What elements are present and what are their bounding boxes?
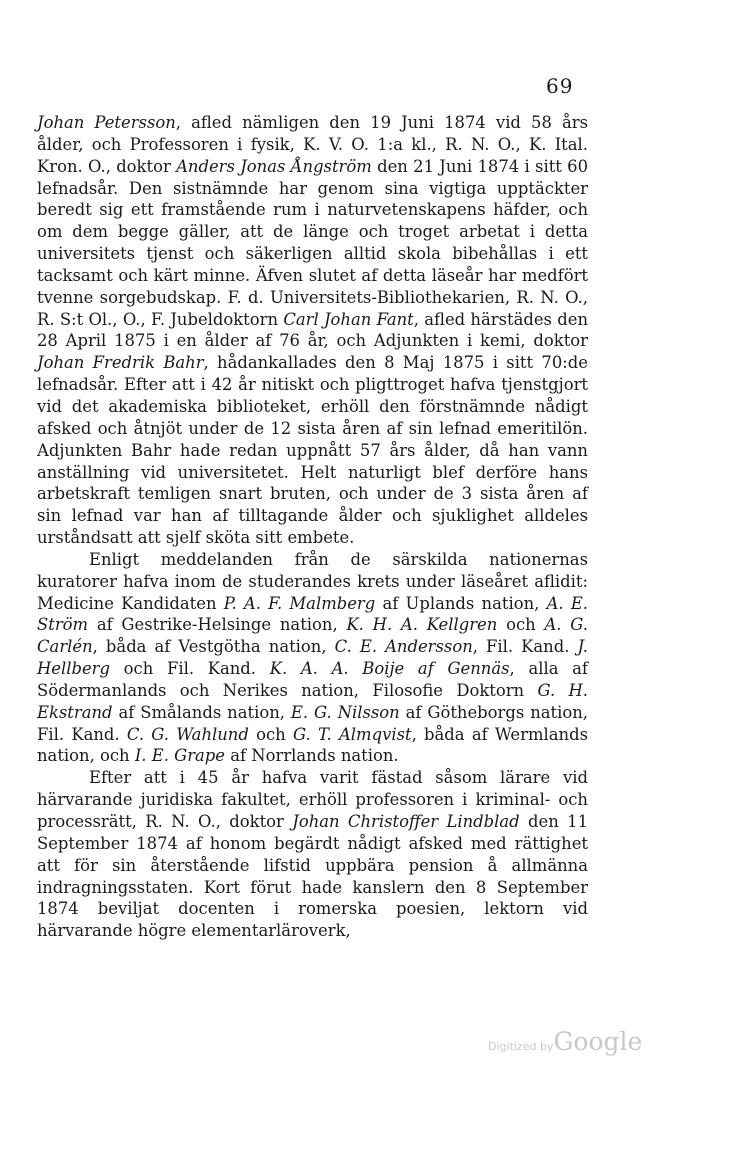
italic-name: C. G. Wahlund: [126, 724, 249, 744]
italic-name: K. A. A. Boije af Gennäs: [269, 659, 510, 679]
paragraph: [37, 549, 588, 767]
watermark-brand: Google: [553, 1027, 643, 1056]
italic-name: A. E. Ström: [37, 593, 589, 635]
text-run: , båda af Vestgötha nation,: [92, 637, 335, 657]
italic-name: C. E. Andersson: [334, 637, 473, 657]
text-run: , båda af Wermlands nation, och: [37, 724, 588, 766]
paragraph: [37, 767, 588, 942]
italic-name: G. T. Almqvist: [292, 724, 412, 744]
body-text: [37, 112, 588, 942]
text-run: , afled härstädes den 28 April 1875 i en ålder af 76 år, och Adjunkten i kemi, doktor: [37, 309, 589, 351]
text-run: af Uplands nation,: [375, 593, 547, 613]
text-run: , hådankallades den 8 Maj 1875 i sitt 70:de lefnadsår. Efter att i 42 år nitiskt och pligttroget hafva tjenstgjort vid det akademiska biblioteket, erhöll den förstnämnde nådigt afsked och åtnjöt under de 12 sista åren af sin lefnad emeritilön. Adjunkten Bahr hade redan uppnått 57 års ålder, då han vann anställning vid universitetet. Helt naturligt blef derföre hans arbetskraft temligen snart bruten, och under de 3 sista åren af sin lefnad var han af tilltagande ålder och sjuklighet alldeles urståndsatt att sjelf sköta sitt embete.: [37, 353, 588, 548]
italic-name: A. G. Carlén: [37, 615, 588, 657]
text-run: , Fil. Kand.: [472, 637, 578, 657]
italic-name: Carl Johan Fant: [283, 309, 414, 329]
italic-name: Johan Christoffer Lindblad: [292, 812, 520, 831]
italic-name: E. G. Nilsson: [290, 702, 400, 722]
text-run: af Smålands nation,: [112, 702, 291, 722]
text-run: af Norrlands nation.: [225, 746, 399, 766]
text-run: af Gestrike-Helsinge nation,: [88, 615, 347, 635]
italic-name: Johan Petersson: [37, 113, 176, 132]
text-run: och: [497, 615, 545, 635]
text-run: och: [248, 724, 293, 744]
text-run: den 11 September 1874 af honom begärdt nådigt afsked med rättighet att för sin återstående lifstid uppbära pension å allmänna indragningsstaten. Kort förut hade kanslern den 8 September 1874 beviljat docenten i romerska poesien, lektorn vid härvarande högre elementarläroverk,: [37, 812, 589, 941]
text-run: Efter att i 45 år hafva varit fästad såsom lärare vid härvarande juridiska fakultet, erhöll professoren i kriminal- och processrätt, R. N. O., doktor: [37, 768, 588, 831]
text-run: , afled nämligen den 19 Juni 1874 vid 58 års ålder, och Professoren i fysik, K. V. O. 1:a kl., R. N. O., K. Ital. Kron. O., doktor: [37, 113, 588, 176]
text-run: och Fil. Kand.: [110, 659, 270, 679]
italic-name: G. H. Ekstrand: [37, 680, 588, 722]
watermark-prefix: Digitized by: [488, 1040, 554, 1053]
digitized-by-google-watermark: [488, 1027, 642, 1056]
italic-name: Anders Jonas Ångström: [176, 156, 372, 176]
text-run: af Götheborgs nation, Fil. Kand.: [37, 702, 588, 744]
italic-name: I. E. Grape: [134, 746, 226, 766]
paragraph: [37, 112, 588, 549]
text-run: Enligt meddelanden från de särskilda nationernas kuratorer hafva inom de studerandes krets under läseåret aflidit: Medicine Kandidaten: [37, 549, 588, 613]
italic-name: J. Hellberg: [37, 637, 588, 679]
page-number: 69: [546, 74, 574, 98]
text-run: den 21 Juni 1874 i sitt 60 lefnadsår. Den sistnämnde har genom sina vigtiga upptäckter beredt sig ett framstående rum i naturvetenskapens häfder, och om dem begge gäller, att de länge och troget arbetat i detta universitets tjenst och säkerligen alltid skola bibehållas i ett tacksamt och kärt minne. Äfven slutet af detta läseår har medfört tvenne sorgebudskap. F. d. Universitets-Bibliothekarien, R. N. O., R. S:t Ol., O., F. Jubeldoktorn: [37, 156, 589, 329]
italic-name: Johan Fredrik Bahr: [37, 353, 204, 373]
text-run: , alla af Södermanlands och Nerikes nation, Filosofie Doktorn: [37, 659, 588, 700]
italic-name: K. H. A. Kellgren: [346, 615, 498, 635]
italic-name: P. A. F. Malmberg: [223, 593, 376, 613]
